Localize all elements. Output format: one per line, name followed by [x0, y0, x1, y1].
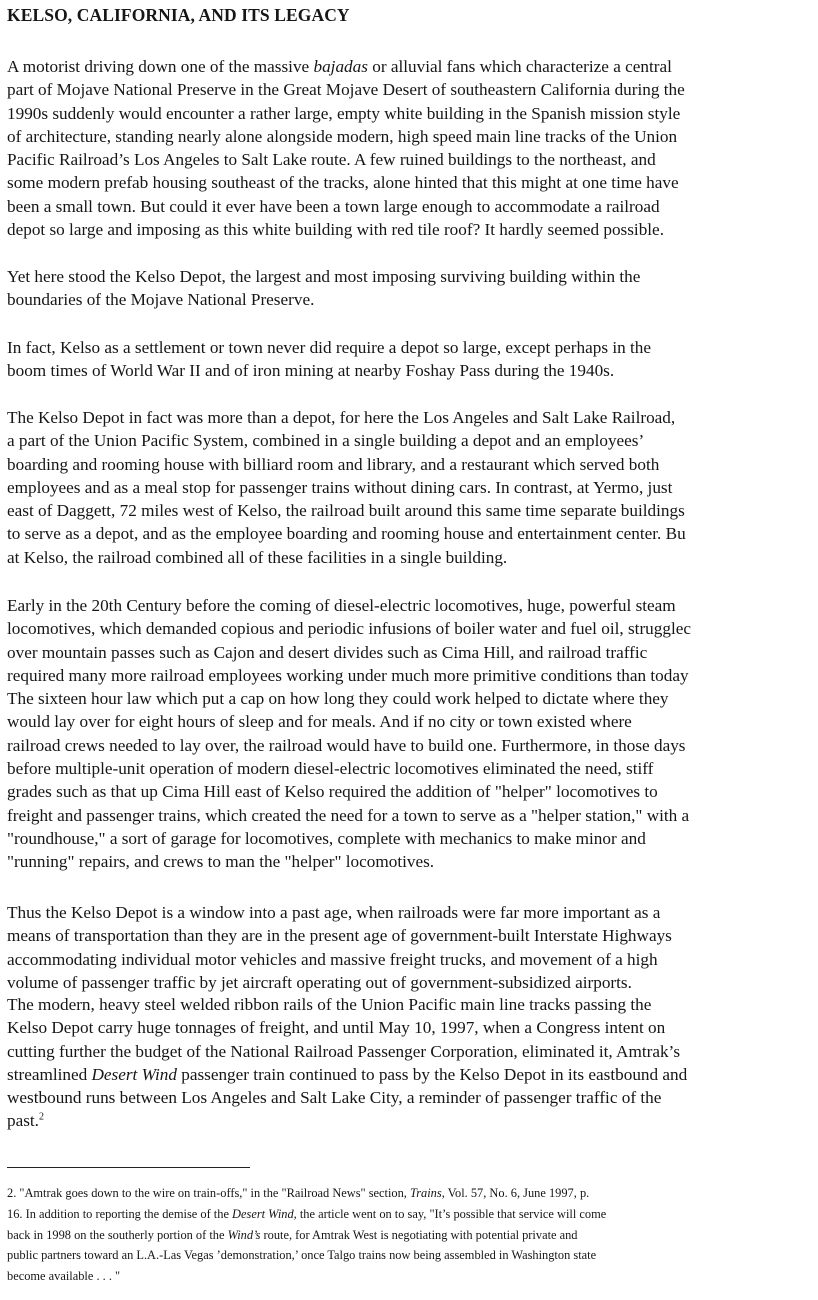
text-run: The modern, heavy steel welded ribbon rails of the Union Pacific main line tracks passing the — [7, 995, 652, 1014]
text-line — [7, 453, 818, 476]
text-run: become available . . . " — [7, 1269, 121, 1284]
text-run: boarding and rooming house with billiard room and library, and a restaurant which served both — [7, 454, 660, 474]
paragraph-steam-era — [7, 594, 818, 874]
text-line — [7, 336, 818, 359]
text-line — [7, 901, 818, 924]
document-title: KELSO, CALIFORNIA, AND ITS LEGACY — [7, 5, 350, 25]
text-run: Pacific Railroad’s Los Angeles to Salt Lake route. A few ruined buildings to the northeast, and — [7, 150, 656, 170]
paragraph-window-past — [7, 901, 818, 994]
text-line — [7, 195, 818, 218]
text-run: passenger train continued to pass by the Kelso Depot in its eastbound and — [176, 1064, 688, 1084]
text-run: or alluvial fans which characterize a central — [367, 57, 672, 76]
text-line — [7, 1183, 818, 1204]
text-run: Early in the 20th Century before the coming of diesel-electric locomotives, huge, powerful steam — [7, 596, 676, 615]
text-line — [7, 288, 818, 311]
text-run: 1990s suddenly would encounter a rather large, empty white building in the Spanish mission style — [7, 103, 681, 123]
text-line — [7, 1109, 818, 1132]
text-line — [7, 55, 818, 78]
text-line — [7, 102, 818, 125]
text-run: past. — [7, 1111, 39, 1131]
text-line — [7, 78, 818, 101]
paragraph-modern-rails — [7, 993, 818, 1133]
text-line — [7, 734, 818, 757]
text-run: been a small town. But could it ever have been a town large enough to accommodate a railroad — [7, 196, 660, 216]
text-line — [7, 757, 818, 780]
text-run: to serve as a depot, and as the employee boarding and rooming house and entertainment center. Bu — [7, 524, 686, 544]
italic-text: Wind’s — [227, 1227, 261, 1242]
footnote-divider — [7, 1167, 250, 1168]
text-line — [7, 148, 818, 171]
text-run: a part of the Union Pacific System, combined in a single building a depot and an employees’ — [7, 431, 645, 451]
text-line — [7, 359, 818, 382]
text-line — [7, 265, 818, 288]
text-line — [7, 1063, 818, 1086]
text-line — [7, 1040, 818, 1063]
text-line — [7, 406, 818, 429]
paragraph-settlement — [7, 336, 818, 383]
text-line — [7, 476, 818, 499]
text-line — [7, 1245, 818, 1266]
italic-text: Desert Wind — [91, 1064, 177, 1084]
text-line — [7, 993, 818, 1016]
text-run: , Vol. 57, No. 6, June 1997, p. — [441, 1186, 590, 1200]
text-run: of architecture, standing nearly alone alongside modern, high speed main line tracks of the Union — [7, 126, 678, 146]
text-run: freight and passenger trains, which created the need for a town to serve as a "helper station," with a — [7, 805, 690, 825]
text-line — [7, 594, 818, 617]
text-run: locomotives, which demanded copious and periodic infusions of boiler water and fuel oil, strugglec — [7, 619, 691, 639]
paragraph-kelso-depot — [7, 265, 818, 312]
text-line — [7, 125, 818, 148]
italic-text: bajadas — [313, 57, 368, 76]
text-run: Kelso Depot carry huge tonnages of freight, and until May 10, 1997, when a Congress intent on — [7, 1018, 666, 1038]
text-line — [7, 804, 818, 827]
text-line — [7, 1266, 818, 1287]
text-run: boom times of World War II and of iron mining at nearby Foshay Pass during the 1940s. — [7, 361, 615, 381]
text-run: "running" repairs, and crews to man the "helper" locomotives. — [7, 852, 435, 872]
text-run: railroad crews needed to lay over, the railroad would have to build one. Furthermore, in those days — [7, 735, 686, 755]
text-run: boundaries of the Mojave National Preserve. — [7, 290, 315, 310]
text-line — [7, 710, 818, 733]
text-run: 16. In addition to reporting the demise of the — [7, 1206, 233, 1221]
text-run: means of transportation than they are in the present age of government-built Interstate Highways — [7, 926, 672, 946]
text-run: The Kelso Depot in fact was more than a depot, for here the Los Angeles and Salt Lake Railroad, — [7, 408, 676, 427]
text-run: at Kelso, the railroad combined all of these facilities in a single building. — [7, 547, 508, 567]
text-line — [7, 522, 818, 545]
text-line — [7, 850, 818, 873]
text-run: 2. "Amtrak goes down to the wire on train-offs," in the "Railroad News" section, — [7, 1186, 410, 1200]
text-run: route, for Amtrak West is negotiating with potential private and — [260, 1227, 578, 1242]
text-run: The sixteen hour law which put a cap on how long they could work helped to dictate where they — [7, 689, 669, 709]
text-run: required many more railroad employees working under much more primitive conditions than today — [7, 665, 689, 685]
text-run: cutting further the budget of the National Railroad Passenger Corporation, eliminated it, Amtrak’s — [7, 1041, 681, 1061]
text-run: employees and as a meal stop for passenger trains without dining cars. In contrast, at Yermo, just — [7, 477, 673, 497]
text-line — [7, 546, 818, 569]
footnote-reference: 2 — [38, 1111, 44, 1123]
text-line — [7, 1016, 818, 1039]
paragraph-intro — [7, 55, 818, 241]
text-line — [7, 171, 818, 194]
text-run: depot so large and imposing as this white building with red tile roof? It hardly seemed possible. — [7, 220, 664, 240]
text-run: , the article went on to say, "It’s possible that service will come — [293, 1206, 607, 1221]
text-line — [7, 1086, 818, 1109]
text-line — [7, 499, 818, 522]
text-run: east of Daggett, 72 miles west of Kelso, the railroad built around this same time separate buildings — [7, 501, 685, 521]
text-line — [7, 641, 818, 664]
text-line — [7, 664, 818, 687]
text-line — [7, 827, 818, 850]
text-run: volume of passenger traffic by jet aircraft operating out of government-subsidized airports. — [7, 972, 632, 992]
text-line — [7, 1225, 818, 1246]
text-run: before multiple-unit operation of modern diesel-electric locomotives eliminated the need, stiff — [7, 759, 654, 779]
text-run: would lay over for eight hours of sleep and for meals. And if no city or town existed where — [7, 712, 632, 732]
text-line — [7, 429, 818, 452]
footnote — [7, 1183, 818, 1287]
text-run: A motorist driving down one of the massive — [7, 57, 314, 76]
text-run: Yet here stood the Kelso Depot, the largest and most imposing surviving building within the — [7, 267, 641, 286]
text-run: over mountain passes such as Cajon and desert divides such as Cima Hill, and railroad traffic — [7, 642, 648, 662]
italic-text: Trains — [410, 1186, 442, 1200]
text-line — [7, 1204, 818, 1225]
text-line — [7, 948, 818, 971]
text-run: public partners toward an L.A.-Las Vegas ’demonstration,’ once Talgo trains now being assembled in Washington state — [7, 1248, 597, 1263]
text-line — [7, 218, 818, 241]
text-line — [7, 780, 818, 803]
text-run: "roundhouse," a sort of garage for locomotives, complete with mechanics to make minor and — [7, 828, 646, 848]
text-line — [7, 617, 818, 640]
text-line — [7, 924, 818, 947]
text-run: grades such as that up Cima Hill east of Kelso required the addition of "helper" locomotives to — [7, 782, 658, 802]
paragraph-more-than-depot — [7, 406, 818, 569]
italic-text: Desert Wind — [232, 1206, 294, 1221]
text-run: In fact, Kelso as a settlement or town never did require a depot so large, except perhaps in the — [7, 338, 651, 357]
text-run: accommodating individual motor vehicles and massive freight trucks, and movement of a high — [7, 949, 658, 969]
text-run: streamlined — [7, 1064, 92, 1084]
text-run: Thus the Kelso Depot is a window into a past age, when railroads were far more important as a — [7, 903, 661, 922]
text-run: part of Mojave National Preserve in the Great Mojave Desert of southeastern California during the — [7, 80, 685, 100]
text-run: back in 1998 on the southerly portion of the — [7, 1227, 228, 1242]
text-run: some modern prefab housing southeast of the tracks, alone hinted that this might at one time have — [7, 173, 679, 193]
text-run: westbound runs between Los Angeles and Salt Lake City, a reminder of passenger traffic of the — [7, 1088, 662, 1108]
text-line — [7, 971, 818, 994]
text-line — [7, 687, 818, 710]
